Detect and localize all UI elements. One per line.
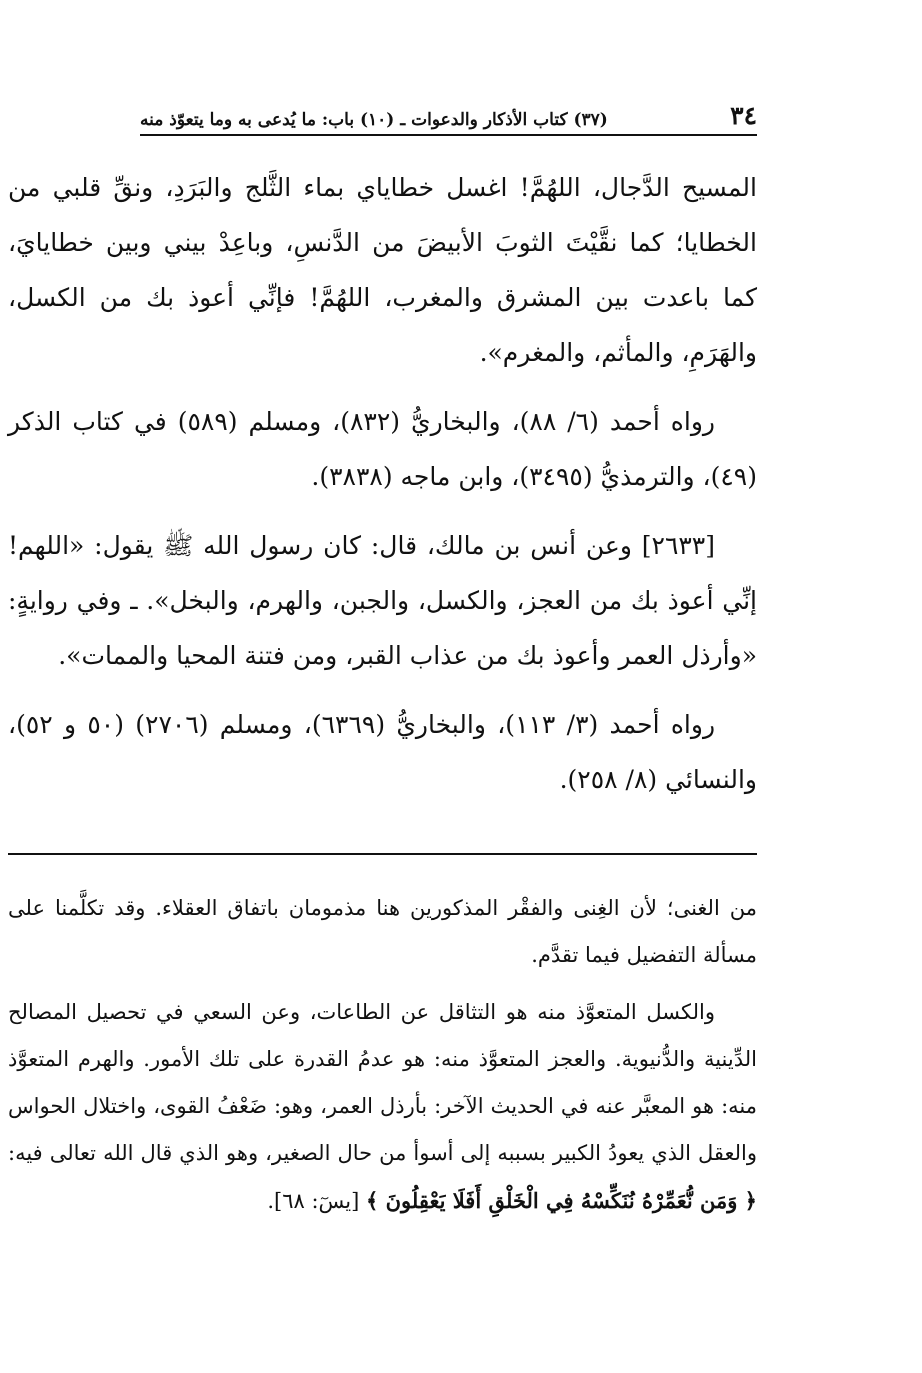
hadith-text-continued: المسيح الدَّجال، اللهُمَّ! اغسل خطاياي بماء الثَّلج والبَرَدِ، ونقِّ قلبي من الخطايا؛ كما نقَّيْتَ الثوبَ الأبيضَ من الدَّنسِ، وباعِدْ بيني وبين خطايايَ، كما باعدت بين المشرق والمغرب، اللهُمَّ! فإنِّي أعوذ بك من الكسل، والهَرَمِ، والمأثم، والمغرم». <box>8 173 757 367</box>
running-title: (٣٧) كتاب الأذكار والدعوات ـ (١٠) باب: ما يُدعى به وما يتعوّذ منه <box>140 110 608 130</box>
page-number: ٣٤ <box>730 101 757 130</box>
commentary-paragraph <box>8 989 757 1225</box>
commentary-paragraph: من الغنى؛ لأن الغِنى والفقْر المذكورين هنا مذمومان باتفاق العقلاء. وقد تكلَّمنا على مسألة التفضيل فيما تقدَّم. <box>8 896 757 967</box>
commentary-text: والكسل المتعوَّذ منه هو التثاقل عن الطاعات، وعن السعي في تحصيل المصالح الدِّينية والدُّنيوية. والعجز المتعوَّذ منه: هو عدمُ القدرة على تلك الأمور. والهرم المتعوَّذ منه: هو المعبَّر عنه في الحديث الآخر: بأرذل العمر، وهو: ضَعْفُ القوى، واختلال الحواس والعقل الذي يعودُ الكبير بسببه إلى أسوأ من حال الصغير، وهو الذي قال الله تعالى فيه: <box>8 1000 757 1165</box>
hadith-2633: [٢٦٣٣] وعن أنس بن مالك، قال: كان رسول الله ﷺ يقول: «اللهم! إنِّي أعوذ بك من العجز، والكسل، والجبن، والهرم، والبخل». ـ وفي روايةٍ: «وأرذل العمر وأعوذ بك من عذاب القبر، ومن فتنة المحيا والممات». <box>8 531 757 670</box>
page-header <box>140 92 757 136</box>
verse-reference: [يسٓ: ٦٨]. <box>267 1189 360 1213</box>
quran-verse: ﴿ وَمَن نُّعَمِّرْهُ نُنَكِّسْهُ فِي الْخَلْقِ أَفَلَا يَعْقِلُونَ ﴾ <box>366 1188 757 1213</box>
hadith-reference: رواه أحمد (٣/ ١١٣)، والبخاريُّ (٦٣٦٩)، ومسلم (٢٧٠٦) (٥٠ و ٥٢)، والنسائي (٨/ ٢٥٨). <box>8 710 757 794</box>
footnote-divider <box>8 853 757 855</box>
main-text <box>8 160 757 821</box>
commentary <box>8 885 757 1235</box>
hadith-reference: رواه أحمد (٦/ ٨٨)، والبخاريُّ (٨٣٢)، ومسلم (٥٨٩) في كتاب الذكر (٤٩)، والترمذيُّ (٣٤٩٥)، وابن ماجه (٣٨٣٨). <box>8 407 757 491</box>
